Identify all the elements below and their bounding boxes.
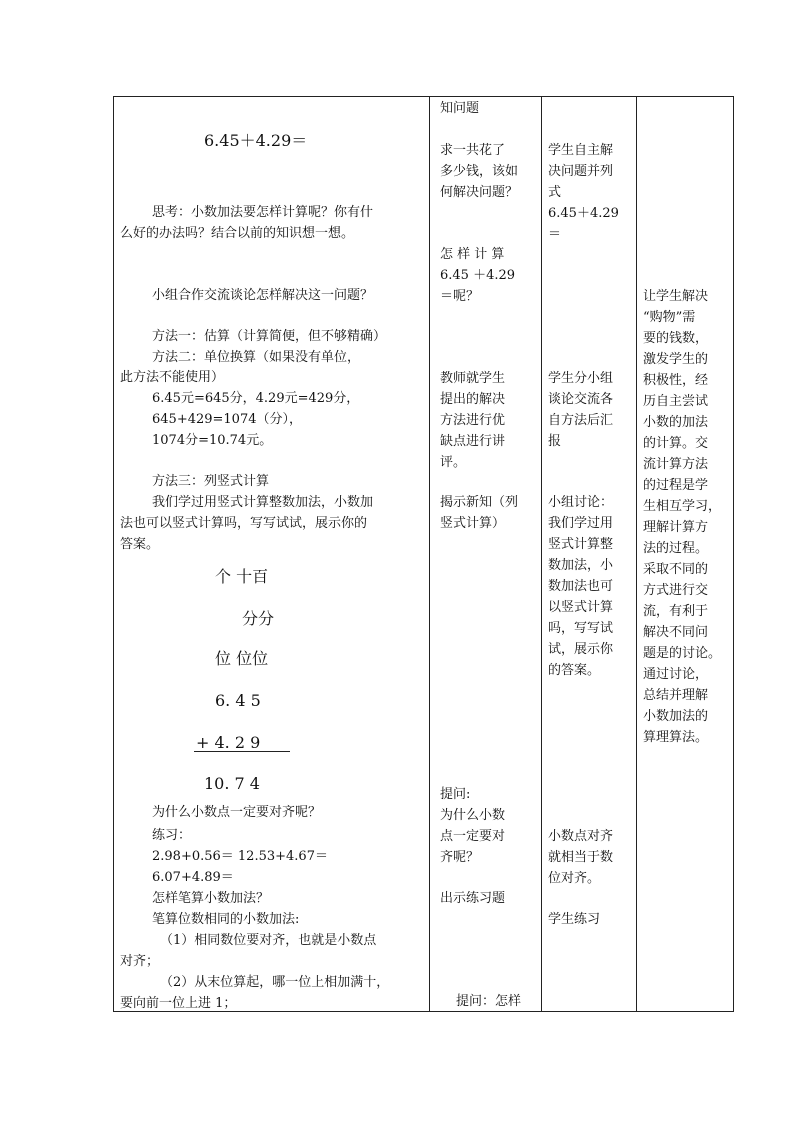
student-text: 小组讨论：	[548, 495, 614, 510]
vertical-text: 我们学过用竖式计算整数加法，小数加	[152, 495, 374, 510]
intent-column	[637, 97, 734, 1011]
student-text: 吗，写写试	[548, 621, 614, 636]
student-text: 就相当于数	[548, 850, 614, 865]
teacher-text: 出示练习题	[440, 891, 506, 906]
intent-text: 积极性，经	[643, 373, 709, 388]
teacher-text: ＝呢？	[440, 289, 480, 304]
intent-text: 通过讨论，	[643, 667, 709, 682]
student-text: 数加法也可	[548, 579, 614, 594]
intent-text: 要的钱数，	[643, 331, 709, 346]
think-line: 思考：小数加法要怎样计算呢？你有什	[152, 205, 374, 220]
method-one: 方法一：估算（计算简便，但不够精确）	[152, 329, 387, 344]
intent-text: 的过程是学	[643, 478, 709, 493]
how-question: 怎样笔算小数加法？	[152, 891, 270, 906]
student-text: 谈论交流各	[548, 392, 614, 407]
student-text: 决问题并列	[548, 164, 614, 179]
teacher-text: 知问题	[440, 101, 480, 116]
intent-text: 的计算。交	[643, 436, 709, 451]
teacher-text: 评。	[440, 455, 467, 470]
rule-line: （1）相同数位要对齐，也就是小数点	[160, 933, 377, 948]
intent-text: 让学生解决	[643, 289, 709, 304]
teacher-text: 提问：怎样	[456, 994, 522, 1009]
rule-title: 笔算位数相同的小数加法:	[152, 912, 300, 927]
student-text: 以竖式计算	[548, 600, 614, 615]
teacher-text: 点一定要对	[440, 829, 506, 844]
method-two-note: 此方法不能使用）	[120, 370, 225, 385]
student-text: 学生分小组	[548, 371, 614, 386]
rule-line: 要向前一位上进 1；	[120, 996, 237, 1011]
think-line: 么好的办法吗？结合以前的知识想一想。	[120, 226, 355, 241]
intent-text: 小数加法的	[643, 709, 709, 724]
intent-text: 算理算法。	[643, 730, 709, 745]
student-text: 式	[548, 185, 562, 200]
student-text: 数加法，小	[548, 558, 614, 573]
intent-text: 法的过程。	[643, 541, 709, 556]
why-question: 为什么小数点一定要对齐呢？	[152, 805, 322, 820]
student-text: ＝	[548, 227, 562, 242]
group-question: 小组合作交流谈论怎样解决这一问题？	[152, 288, 374, 303]
teacher-text: 为什么小数	[440, 808, 506, 823]
intent-text: 激发学生的	[643, 352, 709, 367]
teacher-column	[430, 97, 541, 1011]
calc-line: 1074分=10.74元。	[152, 433, 273, 448]
rule-line: 对齐；	[120, 954, 160, 969]
teacher-text: 竖式计算）	[440, 516, 506, 531]
vertical-text: 法也可以竖式计算吗，写写试试，展示你的	[120, 516, 368, 531]
student-text: 自方法后汇	[548, 413, 614, 428]
student-text: 试，展示你	[548, 642, 614, 657]
student-text: 我们学过用	[548, 516, 614, 531]
place-header: 位 位位	[215, 649, 269, 668]
teacher-text: 提出的解决	[440, 392, 506, 407]
teacher-text: 方法进行优	[440, 413, 506, 428]
teacher-text: 缺点进行讲	[440, 434, 506, 449]
student-text: 的答案。	[548, 663, 601, 678]
intent-text: 总结并理解	[643, 688, 709, 703]
student-text: 学生自主解	[548, 143, 614, 158]
exercise-line: 6.07+4.89＝	[152, 870, 234, 885]
student-text: 位对齐。	[548, 871, 601, 886]
teacher-text: 6.45 ＋4.29	[440, 268, 516, 283]
intent-text: 历自主尝试	[643, 394, 709, 409]
intent-text: 采取不同的	[643, 562, 709, 577]
addend-one: 6. 4 5	[215, 691, 261, 710]
teacher-text: 齐呢？	[440, 850, 480, 865]
intent-text: 方式进行交	[643, 583, 709, 598]
student-text: 学生练习	[548, 912, 601, 927]
sum-line	[194, 751, 290, 752]
content-column	[114, 97, 429, 1011]
intent-text: 解决不同问	[643, 625, 709, 640]
addend-two: + 4. 2 9	[196, 733, 261, 752]
place-header: 个 十百	[215, 567, 269, 586]
lesson-table	[113, 96, 734, 1012]
practice-label: 练习：	[152, 828, 192, 843]
teacher-text: 求一共花了	[440, 143, 506, 158]
teacher-text: 揭示新知（列	[440, 495, 519, 510]
vertical-text: 答案。	[120, 537, 160, 552]
calc-line: 645+429=1074（分），	[152, 412, 302, 427]
intent-text: 流，有利于	[643, 604, 709, 619]
student-text: 竖式计算整	[548, 537, 614, 552]
student-column	[542, 97, 636, 1011]
method-three: 方法三：列竖式计算	[152, 474, 270, 489]
intent-text: 流计算方法	[643, 457, 709, 472]
rule-line: （2）从末位算起，哪一位上相加满十，	[160, 975, 390, 990]
teacher-text: 何解决问题？	[440, 185, 519, 200]
student-text: 小数点对齐	[548, 829, 614, 844]
intent-text: 生相互学习，	[643, 499, 722, 514]
intent-text: 理解计算方	[643, 520, 709, 535]
exercise-line: 2.98+0.56＝ 12.53+4.67＝	[152, 849, 328, 864]
method-two: 方法二：单位换算（如果没有单位，	[152, 350, 361, 365]
intent-text: 题是的讨论。	[643, 646, 722, 661]
student-text: 6.45＋4.29	[548, 206, 619, 221]
teacher-text: 多少钱，该如	[440, 164, 519, 179]
sum-result: 10. 7 4	[204, 774, 260, 793]
place-header: 分分	[242, 609, 275, 628]
expression: 6.45＋4.29＝	[204, 131, 308, 150]
teacher-text: 教师就学生	[440, 371, 506, 386]
teacher-text: 提问:	[440, 787, 471, 802]
student-text: 报	[548, 434, 562, 449]
intent-text: “购物”需	[643, 310, 696, 325]
calc-line: 6.45元=645分，4.29元=429分，	[152, 391, 360, 406]
teacher-text: 怎 样 计 算	[440, 247, 505, 262]
intent-text: 小数的加法	[643, 415, 709, 430]
